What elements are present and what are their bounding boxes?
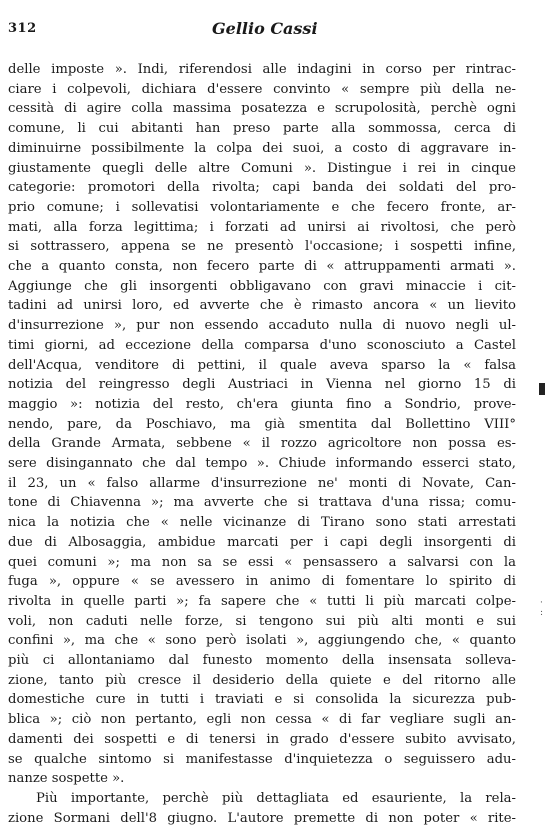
text-line: quei comuni »; ma non sa se essi « pensassero a salvarsi con la xyxy=(8,554,516,570)
text-line: due di Albosaggia, ambidue marcati per i capi degli insorgenti di xyxy=(8,534,516,550)
text-line: blica »; ciò non pertanto, egli non cessa « di far vegliare sugli an- xyxy=(8,712,516,728)
page-header xyxy=(0,19,550,43)
text-line: d'insurrezione », pur non essendo accaduto nulla di nuovo negli ul- xyxy=(8,318,516,334)
running-head: Gellio Cassi xyxy=(212,19,318,38)
text-line: rivolta in quelle parti »; fa sapere che « tutti li più marcati colpe- xyxy=(8,593,516,609)
text-line: il 23, un « falso allarme d'insurrezione ne' monti di Novate, Can- xyxy=(8,475,516,491)
text-line: che a quanto consta, non fecero parte di « attruppamenti armati ». xyxy=(8,259,516,274)
text-line: dell'Acqua, venditore di pettini, il quale aveva sparso la « falsa xyxy=(8,357,516,373)
text-line: zione Sormani dell'8 giugno. L'autore premette di non poter « rite- xyxy=(8,810,516,826)
text-line: se qualche sintomo si manifestasse d'inquietezza o seguissero adu- xyxy=(8,751,516,767)
text-line: mati, alla forza legittima; i forzati ad unirsi ai rivoltosi, che però xyxy=(8,219,516,235)
text-line: sere disingannato che dal tempo ». Chiude informando esserci stato, xyxy=(8,456,516,471)
text-line: della Grande Armata, sebbene « il rozzo agricoltore non possa es- xyxy=(8,436,516,452)
text-line: cessità di agire colla massima posatezza e scrupolosità, perchè ogni xyxy=(8,101,516,117)
text-line: tone di Chiavenna »; ma avverte che si trattava d'una rissa; comu- xyxy=(8,495,516,511)
text-line: nica la notizia che « nelle vicinanze di Tirano sono stati arrestati xyxy=(8,515,516,531)
text-line: zione, tanto più cresce il desiderio della quiete e del ritorno alle xyxy=(8,672,516,688)
text-line: nanze sospette ». xyxy=(8,771,125,787)
text-line: categorie: promotori della rivolta; capi banda dei soldati del pro- xyxy=(8,180,516,196)
text-line: si sottrassero, appena se ne presentò l'occasione; i sospetti infine, xyxy=(8,239,516,255)
text-line: tadini ad unirsi loro, ed avverte che è rimasto ancora « un lievito xyxy=(8,298,516,314)
text-line: più ci allontaniamo dal funesto momento della insensata solleva- xyxy=(8,653,516,668)
text-line: timi giorni, ad eccezione della comparsa d'uno sconosciuto a Castel xyxy=(8,337,516,353)
text-line: maggio »: notizia del resto, ch'era giunta fino a Sondrio, prove- xyxy=(8,396,516,412)
margin-ink-mark xyxy=(539,383,545,395)
text-line: comune, li cui abitanti han preso parte alla sommossa, cerca di xyxy=(8,121,516,137)
text-line: voli, non caduti nelle forze, si tengono sui più alti monti e sui xyxy=(8,613,516,629)
text-line: Aggiunge che gli insorgenti obbligavano con gravi minaccie i cit- xyxy=(8,278,516,294)
text-line: nendo, pare, da Poschiavo, ma già smentita dal Bollettino VIII° xyxy=(8,416,516,432)
text-line: prio comune; i sollevatisi volontariamente e che fecero fronte, ar- xyxy=(8,199,516,215)
text-line: notizia del reingresso degli Austriaci in Vienna nel giorno 15 di xyxy=(8,377,516,393)
text-line: ciare i colpevoli, dichiara d'essere convinto « sempre più della ne- xyxy=(8,81,516,97)
text-line: damenti dei sospetti e di tenersi in grado d'essere subito avvisato, xyxy=(8,731,516,747)
text-line: diminuirne possibilmente la colpa dei suoi, a costo di aggravare in- xyxy=(8,140,516,156)
text-line: fuga », oppure « se avessero in animo di fomentare lo spirito di xyxy=(8,574,516,590)
text-line: delle imposte ». Indi, riferendosi alle indagini in corso per rintrac- xyxy=(8,62,516,77)
margin-specks: · : xyxy=(540,598,544,618)
text-line: giustamente quegli delle altre Comuni ». Distingue i rei in cinque xyxy=(8,160,516,176)
text-line: confini », ma che « sono però isolati », aggiungendo che, « quanto xyxy=(8,633,516,649)
page-number: 312 xyxy=(8,21,37,36)
text-line: domestiche cure in tutti i traviati e si consolida la sicurezza pub- xyxy=(8,692,516,708)
text-line: Più importante, perchè più dettagliata ed esauriente, la rela- xyxy=(36,790,516,806)
